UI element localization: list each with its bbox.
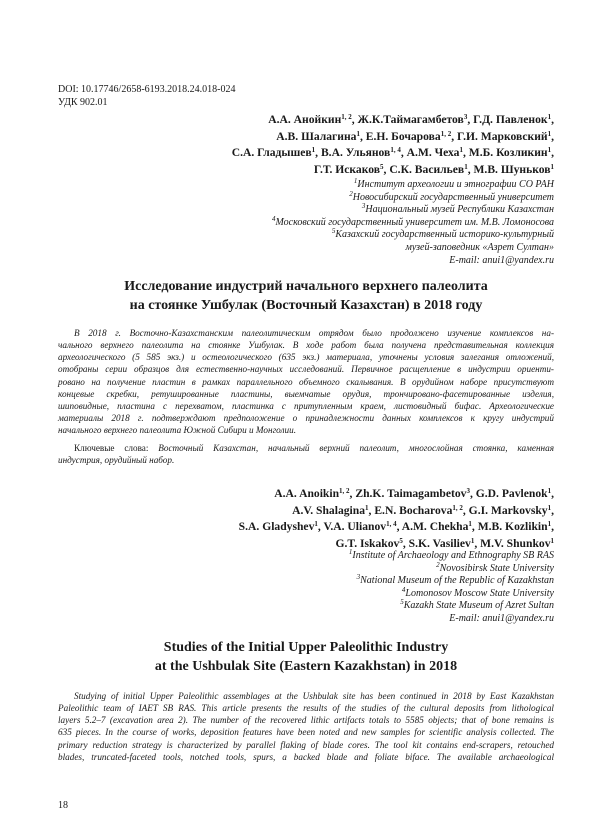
abstract-en-line: blades, truncated-faceted tools, notched tools, spurs, a backed blade and foliate biface. The available archaeological [58, 751, 554, 762]
affiliation-mark: 2 [349, 189, 353, 198]
text-run: , [551, 520, 554, 534]
text-run: , G.I. Markovsky [462, 503, 548, 517]
text-line [130, 145, 554, 162]
affiliation-mark: 5 [331, 227, 336, 236]
abstract-ru-line: начального верхнего палеолита Южной Сибири и Монголии. [58, 425, 297, 436]
text-run: Lomonosov Moscow State University [405, 587, 554, 599]
text-run: , С.К. Васильев [383, 162, 465, 176]
affiliation-mark: 3 [361, 202, 366, 211]
text-run: Kazakh State Museum of Azret Sultan [403, 600, 554, 612]
keywords-label: Ключевые слова: [74, 443, 159, 453]
text-run: A.A. Anoikin [274, 487, 340, 500]
authors-en [130, 486, 554, 552]
text-line [150, 189, 554, 205]
affiliation-mark: 5 [400, 598, 404, 607]
text-run: , М.В. Шуньков [467, 162, 551, 176]
abstract-ru-line: археологического (5 585 экз.) и остеологического (635 экз.) материала, уточнены условия залегания отложений, [58, 352, 554, 363]
text-line [150, 255, 554, 268]
text-line [150, 550, 554, 563]
text-run: A.V. Shalagina [292, 503, 366, 517]
keywords-text: индустрия, орудийный набор. [58, 455, 175, 466]
text-run: , Zh.K. Taimagambetov [349, 487, 467, 500]
text-run: , [551, 146, 554, 160]
affiliation-mark: 1, 2 [452, 503, 463, 512]
affiliation-mark: 1 [547, 129, 552, 138]
keywords-line [58, 442, 554, 454]
affiliation-mark: 1 [314, 520, 318, 529]
affiliation-mark: 1, 2 [339, 487, 350, 495]
abstract-en-line: Studying of initial Upper Paleolithic assemblages at the Ushbulak site has been continued in 2018 by East Kazakhstan [74, 691, 554, 701]
text-run: А.А. Анойкин [268, 113, 342, 126]
text-run: E-mail: anui1@yandex.ru [449, 612, 554, 624]
text-run: С.А. Гладышев [231, 146, 312, 160]
abstract-ru-line: В 2018 г. Восточно-Казахстанским палеолитическим отрядом было продолжено изучение комплексов на- [74, 328, 554, 338]
keywords-text: Восточный Казахстан, начальный верхний палеолит, многослойная стоянка, каменная [158, 443, 554, 453]
affiliation-mark: 1, 2 [440, 129, 452, 138]
affiliation-mark: 1 [547, 520, 552, 529]
text-run: , M.V. Shunkov [474, 536, 551, 550]
affiliation-mark: 1 [348, 548, 353, 556]
affiliation-mark: 1 [547, 487, 552, 495]
text-run: , [551, 113, 554, 126]
text-run: , E.N. Bocharova [368, 503, 453, 517]
affiliations-ru [150, 179, 554, 267]
affiliation-mark: 1 [464, 162, 468, 171]
affiliation-mark: 1 [356, 129, 360, 138]
text-run: G.T. Iskakov [335, 536, 400, 550]
affiliation-mark: 1 [353, 177, 358, 185]
abstract-ru-line: шиповидные, пластина с перехватом, пластинка с притупленным краем, листовидный бифас. Археологические [58, 400, 554, 411]
text-run: музей-заповедник «Азрет Султан» [405, 241, 554, 253]
affiliation-mark: 5 [380, 162, 384, 171]
affiliation-mark: 4 [401, 585, 406, 594]
affiliation-mark: 2 [436, 560, 440, 569]
text-line [150, 204, 554, 217]
text-run: Institute of Archaeology and Ethnography SB RAS [352, 550, 554, 561]
text-line [130, 503, 554, 520]
affiliation-mark: 1 [547, 113, 552, 121]
affiliation-mark: 4 [271, 214, 276, 223]
text-run: , M.B. Kozlikin [471, 520, 548, 534]
affiliation-mark: 1 [547, 503, 552, 512]
text-line [130, 112, 554, 129]
affiliation-mark: 3 [463, 113, 468, 121]
udk-code: УДК 902.01 [58, 96, 108, 108]
affiliation-mark: 1, 2 [341, 113, 352, 121]
text-line [130, 162, 554, 179]
affiliation-mark: 1 [459, 146, 463, 155]
abstract-en-line: Paleolithic team of IAET SB RAS. This article presents the results of the studies of the cultural deposits from lithological [58, 703, 554, 714]
text-run: , Г.Д. Павленок [467, 113, 548, 126]
affiliation-mark: 1 [550, 536, 554, 545]
doi: DOI: 10.17746/2658-6193.2018.24.018-024 [58, 84, 236, 95]
text-run: , [551, 487, 554, 500]
keywords-ru [58, 442, 554, 466]
text-run: , Ж.К.Таймагамбетов [351, 113, 464, 126]
authors-ru [130, 112, 554, 178]
text-run: , [551, 129, 554, 143]
title-en-line: Studies of the Initial Upper Paleolithic Industry [163, 640, 449, 655]
affiliation-mark: 3 [356, 573, 361, 582]
text-line [150, 214, 554, 230]
title-en-line: at the Ushbulak Site (Eastern Kazakhstan) in 2018 [154, 658, 458, 674]
affiliation-mark: 1 [547, 146, 552, 155]
text-run: S.A. Gladyshev [238, 520, 315, 534]
affiliations-en [150, 550, 554, 626]
affiliation-mark: 1, 4 [386, 520, 397, 529]
affiliation-mark: 1 [468, 520, 472, 529]
text-run: , S.K. Vasiliev [402, 536, 471, 550]
text-run: , В.А. Ульянов [315, 146, 391, 160]
affiliation-mark: 1 [550, 162, 554, 171]
text-line [130, 519, 554, 536]
abstract-ru [58, 327, 554, 436]
abstract-ru-line: материалы 2018 г. подтверждают предположение о принадлежности данных комплексов к кругу индустрий [58, 413, 554, 424]
text-run: , V.A. Ulianov [317, 520, 387, 534]
text-line [150, 575, 554, 588]
text-run: Московский государственный университет им. М.В. Ломоносова [275, 216, 554, 228]
text-line [130, 486, 554, 503]
article-meta [58, 84, 236, 109]
text-run: , А.М. Чеха [400, 146, 460, 160]
text-run: Казахский государственный историко-культурный [335, 229, 554, 241]
title-ru [58, 278, 554, 315]
text-run: , G.D. Pavlenok [469, 487, 548, 500]
abstract-en-line: primary reduction strategy is characterized by parallel flaking of blade cores. The tool kit contains end-scrapers, retouched [58, 739, 554, 750]
text-run: Новосибирский государственный университет [352, 191, 554, 203]
text-line [150, 242, 554, 255]
text-run: , [551, 503, 554, 517]
title-ru-line: на стоянке Ушбулак (Восточный Казахстан) в 2018 году [129, 297, 483, 313]
text-run: , Е.Н. Бочарова [359, 129, 441, 143]
abstract-ru-line: отобраны серии образцов для естественно-научных исследований. Первичное расщепление в индустрии ориенти- [58, 364, 554, 375]
text-run: Национальный музей Республики Казахстан [365, 204, 554, 216]
text-run: Novosibirsk State University [439, 562, 554, 574]
abstract-ru-line: чального верхнего палеолита на стоянке Ушбулак. В ходе работ была получена представительная коллекция [58, 340, 554, 351]
affiliation-mark: 5 [399, 536, 403, 545]
affiliation-mark: 1 [311, 146, 316, 155]
abstract-en-line: layers 5.2–7 (excavation area 2). The number of the recovered lithic artifacts totals to 5585 objects; that of bone remains is [58, 715, 554, 726]
abstract-en-line: 635 pieces. In the course of works, deposition features have been noted and new samples for scientific analysis collected. The [58, 727, 554, 738]
text-line [150, 229, 554, 242]
affiliation-mark: 1 [365, 503, 369, 512]
title-ru-line: Исследование индустрий начального верхнего палеолита [124, 279, 488, 294]
affiliation-mark: 1, 4 [390, 146, 401, 155]
text-run: А.В. Шалагина [276, 129, 357, 143]
title-en [58, 639, 554, 676]
text-run: , Г.И. Марковский [451, 129, 548, 143]
affiliation-mark: 3 [466, 487, 470, 495]
text-line [130, 129, 554, 146]
text-run: , М.Б. Козликин [462, 146, 548, 160]
abstract-ru-line: ровано на получение пластин в рамках параллельного объемного скалывания. В орудийном наборе присутствуют [58, 376, 554, 387]
text-line [150, 560, 554, 576]
text-run: , A.M. Chekha [396, 520, 469, 534]
text-line [150, 585, 554, 601]
text-run: E-mail: anui1@yandex.ru [449, 254, 554, 266]
text-run: National Museum of the Republic of Kazakhstan [360, 575, 554, 587]
abstract-en [58, 690, 554, 763]
affiliation-mark: 1 [470, 536, 475, 545]
text-line [150, 600, 554, 613]
text-run: Институт археологии и этнографии СО РАН [357, 179, 554, 190]
text-line [150, 613, 554, 626]
abstract-ru-line: концевые скребки, ретушированные пластины, выемчатые орудия, трончировано-фасетированные изделия, [58, 388, 554, 399]
page-number: 18 [58, 800, 68, 811]
text-run: Г.Т. Искаков [313, 162, 381, 176]
